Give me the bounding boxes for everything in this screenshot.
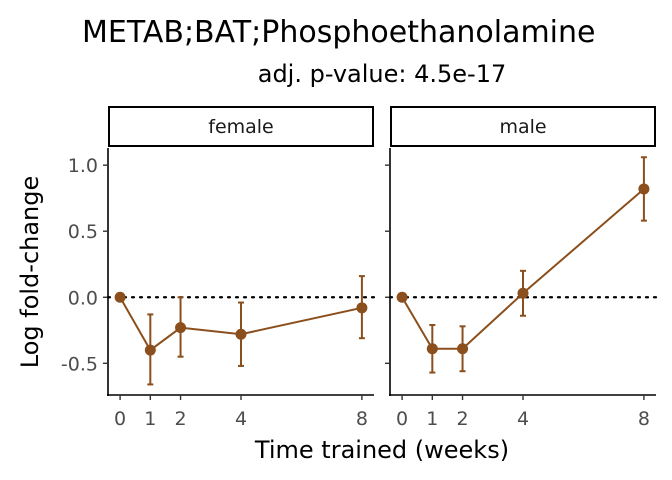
- data-point: [356, 302, 367, 313]
- y-tick-label: 0.0: [67, 287, 98, 310]
- x-tick-label: 4: [516, 408, 530, 430]
- x-axis-title: Time trained (weeks): [254, 436, 510, 464]
- chart-title: METAB;BAT;Phosphoethanolamine: [82, 15, 596, 50]
- data-point: [638, 183, 649, 194]
- data-point: [427, 343, 438, 354]
- data-point: [518, 288, 529, 299]
- y-tick-label: -0.5: [60, 353, 98, 376]
- data-point: [236, 329, 247, 340]
- chart-subtitle: adj. p-value: 4.5e-17: [257, 60, 507, 88]
- data-point: [397, 292, 408, 303]
- x-tick-label: 0: [114, 408, 127, 430]
- x-tick-label: 1: [144, 408, 157, 430]
- facet-strip-label: male: [499, 116, 547, 138]
- x-tick-label: 2: [456, 408, 469, 430]
- series-line: [402, 189, 644, 349]
- facet-strip-label: female: [208, 116, 274, 138]
- x-tick-label: 1: [426, 408, 439, 430]
- x-tick-label: 8: [355, 408, 368, 430]
- data-point: [115, 292, 126, 303]
- y-axis-title: Log fold-change: [16, 175, 44, 369]
- x-tick-label: 2: [174, 408, 187, 430]
- data-point: [457, 343, 468, 354]
- facet-panel-female: [61, 107, 374, 430]
- x-tick-label: 8: [637, 408, 650, 430]
- data-point: [145, 345, 156, 356]
- data-point: [175, 322, 186, 333]
- x-tick-label: 4: [234, 408, 248, 430]
- y-tick-label: 1.0: [67, 155, 98, 178]
- y-tick-label: 0.5: [67, 221, 98, 244]
- facet-panel-male: [385, 107, 656, 430]
- x-tick-label: 0: [396, 408, 409, 430]
